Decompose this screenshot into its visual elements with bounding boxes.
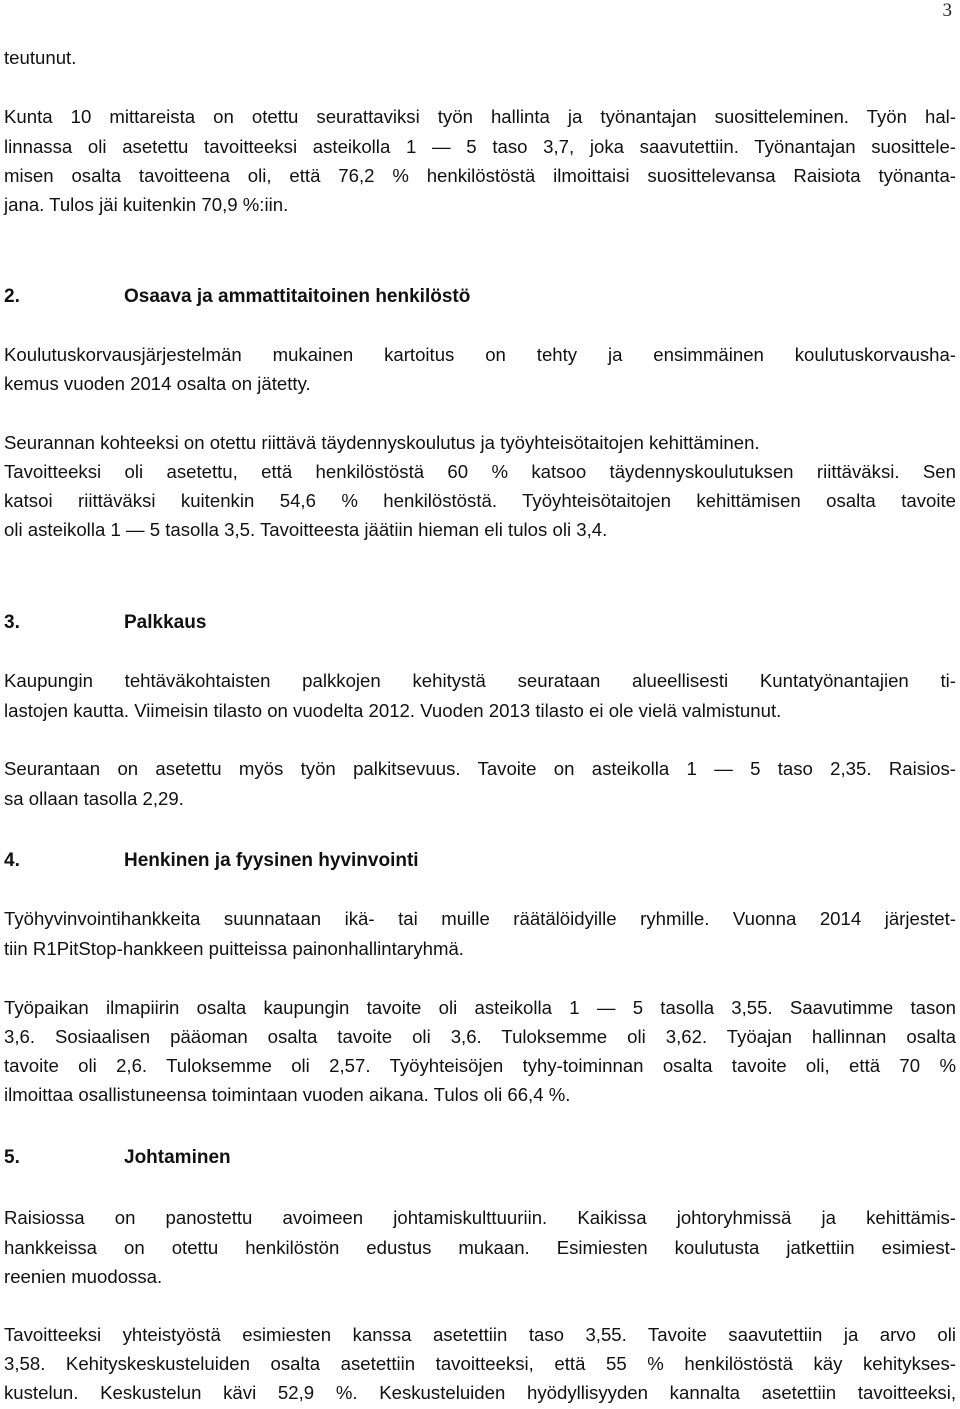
paragraph-line: ilmoittaa osallistuneensa toimintaan vuoden aikana. Tulos oli 66,4 %. <box>4 1084 571 1105</box>
paragraph-line: misen osalta tavoitteena oli, että 76,2 % henkilöstöstä ilmoittaisi suosittelevansa Raisiota työnanta- <box>4 165 956 186</box>
paragraph-line: 3,58. Kehityskeskusteluiden osalta asetettiin tavoitteeksi, että 55 % henkilöstöstä käy kehitykses- <box>4 1353 956 1374</box>
paragraph-line: Työpaikan ilmapiirin osalta kaupungin tavoite oli asteikolla 1 — 5 tasolla 3,55. Saavutimme tason <box>4 997 956 1018</box>
section-number: 3. <box>4 612 20 633</box>
section-heading-4 <box>4 846 419 875</box>
section-number: 2. <box>4 286 20 307</box>
paragraph-line: tiin R1PitStop-hankkeen puitteissa painonhallintaryhmä. <box>4 938 464 959</box>
page-number: 3 <box>942 0 952 21</box>
section-title: Henkinen ja fyysinen hyvinvointi <box>124 850 419 871</box>
paragraph-line: Koulutuskorvausjärjestelmän mukainen kartoitus on tehty ja ensimmäinen koulutuskorvausha- <box>4 344 956 365</box>
section-heading-2 <box>4 282 470 311</box>
paragraph-line: Seurannan kohteeksi on otettu riittävä täydennyskoulutus ja työyhteisötaitojen kehittäminen. <box>4 432 760 453</box>
paragraph-line: Työhyvinvointihankkeita suunnataan ikä- tai muille räätälöidyille ryhmille. Vuonna 2014 järjestet- <box>4 908 956 929</box>
section-title: Palkkaus <box>124 612 207 633</box>
paragraph-line: Seurantaan on asetettu myös työn palkitsevuus. Tavoite on asteikolla 1 — 5 taso 2,35. Raisios- <box>4 758 956 779</box>
section-number: 5. <box>4 1147 20 1168</box>
section-title: Osaava ja ammattitaitoinen henkilöstö <box>124 286 471 307</box>
paragraph-line: teutunut. <box>4 47 77 68</box>
paragraph-line: Kunta 10 mittareista on otettu seurattaviksi työn hallinta ja työnantajan suositteleminen. Työn hal- <box>4 106 956 127</box>
paragraph-line: lastojen kautta. Viimeisin tilasto on vuodelta 2012. Vuoden 2013 tilasto ei ole vielä valmistunut. <box>4 700 782 721</box>
paragraph-line: tavoite oli 2,6. Tuloksemme oli 2,57. Työyhteisöjen tyhy-toiminnan osalta tavoite oli, että 70 % <box>4 1055 956 1076</box>
paragraph-line: Tavoitteeksi yhteistyöstä esimiesten kanssa asetettiin taso 3,55. Tavoite saavutettiin ja arvo oli <box>4 1324 956 1345</box>
paragraph-line: linnassa oli asetettu tavoitteeksi asteikolla 1 — 5 taso 3,7, joka saavutettiin. Työnantajan suosittele- <box>4 136 956 157</box>
section-number: 4. <box>4 850 20 871</box>
paragraph-line: 3,6. Sosiaalisen pääoman osalta tavoite oli 3,6. Tuloksemme oli 3,62. Työajan hallinnan osalta <box>4 1026 956 1047</box>
section-heading-5 <box>4 1143 231 1172</box>
section-heading-3 <box>4 608 206 637</box>
paragraph-line: kemus vuoden 2014 osalta on jätetty. <box>4 373 311 394</box>
paragraph-line: Raisiossa on panostettu avoimeen johtamiskulttuuriin. Kaikissa johtoryhmissä ja kehittämis- <box>4 1207 956 1228</box>
paragraph-line: sa ollaan tasolla 2,29. <box>4 788 184 809</box>
paragraph-line: Tavoitteeksi oli asetettu, että henkilöstöstä 60 % katsoo täydennyskoulutuksen riittäväksi. Sen <box>4 461 956 482</box>
paragraph-line: kustelun. Keskustelun kävi 52,9 %. Keskusteluiden hyödyllisyyden kannalta asetettiin tavoitteeksi, <box>4 1382 956 1403</box>
paragraph-line: oli asteikolla 1 — 5 tasolla 3,5. Tavoitteesta jäätiin hieman eli tulos oli 3,4. <box>4 519 608 540</box>
paragraph-line: katsoi riittäväksi kuitenkin 54,6 % henkilöstöstä. Työyhteisötaitojen kehittämisen osalta tavoite <box>4 490 956 511</box>
paragraph-line: reenien muodossa. <box>4 1266 163 1287</box>
paragraph-line: Kaupungin tehtäväkohtaisten palkkojen kehitystä seurataan alueellisesti Kuntatyönantajien ti- <box>4 670 956 691</box>
paragraph-line: jana. Tulos jäi kuitenkin 70,9 %:iin. <box>4 194 289 215</box>
paragraph-line: hankkeissa on otettu henkilöstön edustus mukaan. Esimiesten koulutusta jatkettiin esimiest- <box>4 1237 956 1258</box>
section-title: Johtaminen <box>124 1147 231 1168</box>
